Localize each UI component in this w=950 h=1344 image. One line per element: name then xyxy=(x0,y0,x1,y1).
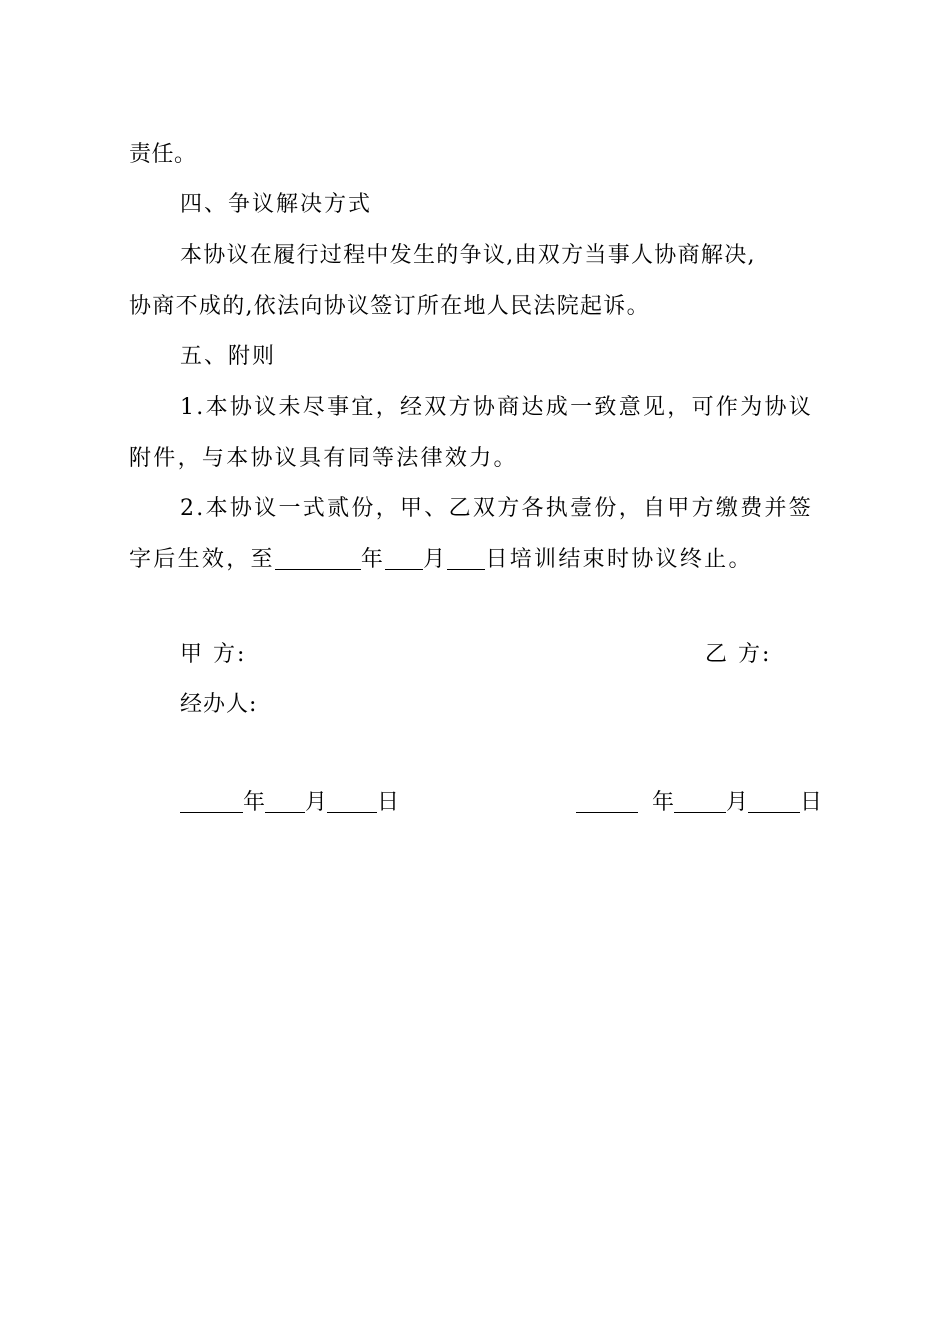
party-a-day-blank[interactable] xyxy=(327,790,377,813)
party-b-date xyxy=(576,788,822,818)
year-blank[interactable] xyxy=(275,547,361,570)
section-heading-supplementary: 五、附则 xyxy=(180,344,277,369)
party-a-date xyxy=(180,788,399,818)
clause-2-line-2-prefix: 字后生效，至 xyxy=(129,547,275,572)
month-label: 月 xyxy=(423,547,448,572)
party-a-year-label: 年 xyxy=(243,790,266,815)
day-blank[interactable] xyxy=(447,547,485,570)
party-a-label: 甲 方: xyxy=(180,642,247,667)
clause-1-line-1: 1.本协议未尽事宜，经双方协商达成一致意见，可作为协议 xyxy=(180,395,814,420)
agent-label: 经办人: xyxy=(180,692,258,717)
party-a-day-label: 日 xyxy=(377,790,400,815)
party-b-year-label: 年 xyxy=(652,790,675,815)
clause-2-line-1: 2.本协议一式贰份，甲、乙双方各执壹份，自甲方缴费并签 xyxy=(180,496,814,521)
party-b-label: 乙 方: xyxy=(705,642,772,667)
party-b-year-blank[interactable] xyxy=(576,790,638,813)
party-b-month-label: 月 xyxy=(726,790,749,815)
month-blank[interactable] xyxy=(385,547,423,570)
paragraph-dispute-line-2: 协商不成的,依法向协议签订所在地人民法院起诉。 xyxy=(129,294,650,319)
party-b-day-label: 日 xyxy=(800,790,823,815)
party-a-month-blank[interactable] xyxy=(265,790,305,813)
party-b-day-blank[interactable] xyxy=(748,790,800,813)
party-a-year-blank[interactable] xyxy=(180,790,243,813)
section-heading-dispute-resolution: 四、争议解决方式 xyxy=(180,192,373,217)
paragraph-dispute-line-1: 本协议在履行过程中发生的争议,由双方当事人协商解决, xyxy=(180,243,756,268)
text-line-continuation: 责任。 xyxy=(129,142,197,167)
clause-2-line-2 xyxy=(129,545,753,575)
party-b-month-blank[interactable] xyxy=(674,790,726,813)
party-a-month-label: 月 xyxy=(305,790,328,815)
clause-1-line-2: 附件，与本协议具有同等法律效力。 xyxy=(129,446,518,471)
year-label: 年 xyxy=(360,547,386,572)
end-date-suffix: 日培训结束时协议终止。 xyxy=(485,547,753,572)
